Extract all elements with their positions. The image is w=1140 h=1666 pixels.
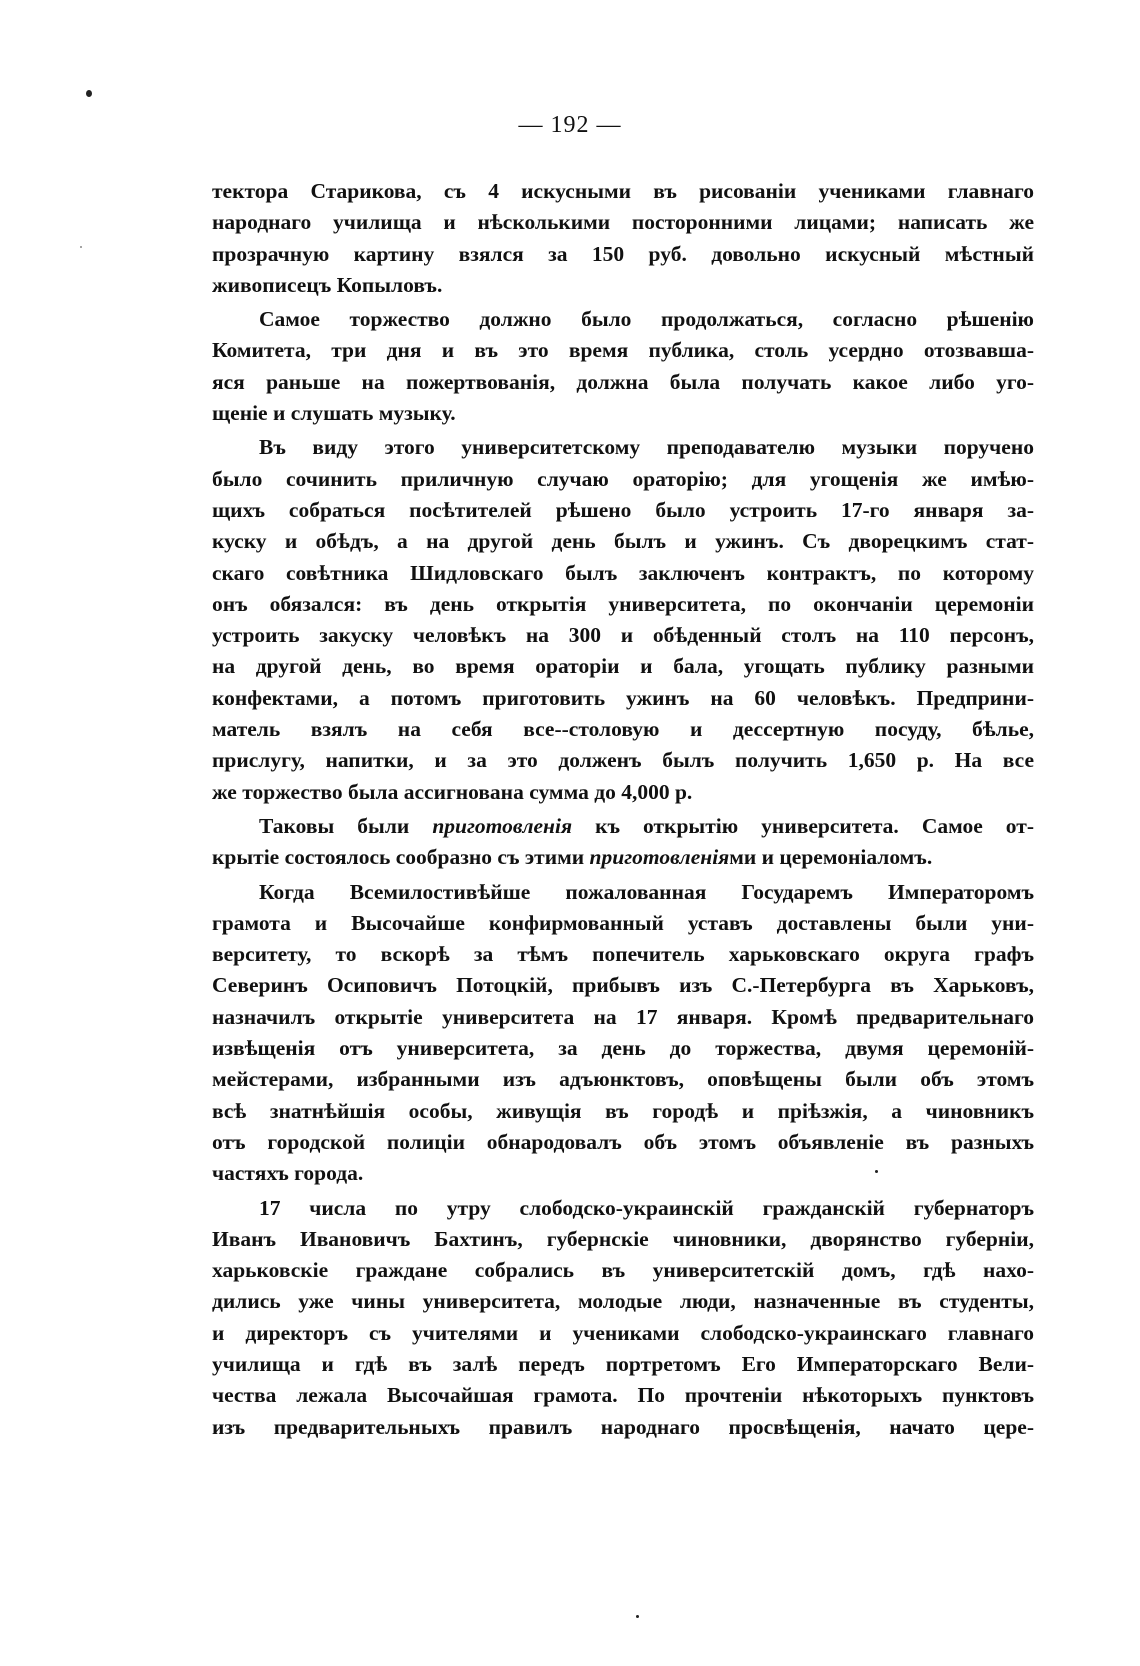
text-line: народнаго училища и нѣсколькими посторонними лицами; написать же xyxy=(212,210,1034,235)
text-line: харьковскіе граждане собрались въ университетскій домъ, гдѣ нахо- xyxy=(212,1258,1034,1283)
ink-speck xyxy=(86,90,92,97)
text-line: прислугу, напитки, и за это долженъ былъ получить 1,650 р. На все xyxy=(212,748,1034,773)
paragraph xyxy=(212,1193,1034,1443)
text-line: всѣ знатнѣйшія особы, живущія въ городѣ и пріѣзжія, а чиновникъ xyxy=(212,1098,1034,1123)
text-line: извѣщенія отъ университета, за день до торжества, двумя церемоній- xyxy=(212,1036,1034,1061)
text-line: мейстерами, избранными изъ адъюнктовъ, оповѣщены были объ этомъ xyxy=(212,1067,1034,1092)
text-line: скаго совѣтника Шидловскаго былъ заключенъ контрактъ, по которому xyxy=(212,560,1034,585)
text-line: же торжество была ассигнована сумма до 4,000 р. xyxy=(212,779,693,804)
paragraph xyxy=(212,176,1034,301)
text-line: Самое торжество должно было продолжаться, согласно рѣшенію xyxy=(259,307,1034,332)
italic-emphasis: приготовленія xyxy=(589,845,730,870)
text-line: тектора Старикова, съ 4 искусными въ рисованіи учениками главнаго xyxy=(212,179,1034,203)
paragraph xyxy=(212,432,1034,808)
text-line: верситету, то вскорѣ за тѣмъ попечитель харьковскаго округа графъ xyxy=(212,942,1034,967)
text-line: устроить закуску человѣкъ на 300 и обѣденный столъ на 110 персонъ, xyxy=(212,623,1034,648)
text-line: крытіе состоялось сообразно съ этими приготовленіями и церемоніаломъ. xyxy=(212,845,933,870)
text-line: прозрачную картину взялся за 150 руб. довольно искусный мѣстный xyxy=(212,241,1034,266)
italic-emphasis: приготовленія xyxy=(432,813,573,838)
paragraph xyxy=(212,811,1034,874)
text-line: изъ предварительныхъ правилъ народнаго просвѣщенія, начато цере- xyxy=(212,1414,1034,1439)
text-line: на другой день, во время ораторіи и бала, угощать публику разными xyxy=(212,654,1034,679)
text-line: онъ обязался: въ день открытія университета, по окончаніи церемоніи xyxy=(212,591,1034,616)
text-line: Когда Всемилостивѣйше пожалованная Государемъ Императоромъ xyxy=(259,879,1034,904)
text-line: куску и обѣдъ, а на другой день былъ и ужинъ. Съ дворецкимъ стат- xyxy=(212,529,1034,554)
text-line: было сочинить приличную случаю ораторію; для угощенія же имѣю- xyxy=(212,466,1034,491)
text-line: щеніе и слушать музыку. xyxy=(212,401,456,426)
text-line: щихъ собраться посѣтителей рѣшено было устроить 17-го января за- xyxy=(212,497,1034,522)
paragraph xyxy=(212,877,1034,1190)
ink-speck xyxy=(80,246,82,248)
text-line: 17 числа по утру слободско-украинскій гражданскій губернаторъ xyxy=(259,1195,1034,1220)
ink-speck xyxy=(636,1615,639,1618)
text-line: и директоръ съ учителями и учениками слободско-украинскаго главнаго xyxy=(212,1320,1034,1345)
text-line: конфектами, а потомъ приготовить ужинъ на 60 человѣкъ. Предприни- xyxy=(212,685,1034,710)
text-line: назначилъ открытіе университета на 17 января. Кромѣ предварительнаго xyxy=(212,1004,1034,1029)
text-line: Комитета, три дня и въ это время публика, столь усердно отозвавша- xyxy=(212,338,1034,363)
text-line: отъ городской полиціи обнародовалъ объ этомъ объявленіе въ разныхъ xyxy=(212,1129,1034,1154)
text-line: Северинъ Осиповичъ Потоцкій, прибывъ изъ С.-Петербурга въ Харьковъ, xyxy=(212,973,1034,998)
paragraph xyxy=(212,304,1034,429)
page-number: — 192 — xyxy=(518,112,622,138)
text-line: грамота и Высочайше конфирмованный уставъ доставлены были уни- xyxy=(212,910,1034,935)
text-line: дились уже чины университета, молодые люди, назначенные въ студенты, xyxy=(212,1289,1034,1314)
body-text xyxy=(212,176,1034,1443)
text-line: Въ виду этого университетскому преподавателю музыки поручено xyxy=(259,435,1034,460)
text-line: частяхъ города. xyxy=(212,1161,364,1186)
text-line: Иванъ Ивановичъ Бахтинъ, губернскіе чиновники, дворянство губерніи, xyxy=(212,1226,1034,1251)
text-line: яся раньше на пожертвованія, должна была получать какое либо уго- xyxy=(212,369,1034,394)
text-line: матель взялъ на себя все--столовую и дессертную посуду, бѣлье, xyxy=(212,717,1034,742)
text-line: Таковы были приготовленія къ открытію университета. Самое от- xyxy=(259,813,1034,838)
text-line: училища и гдѣ въ залѣ передъ портретомъ Его Императорскаго Вели- xyxy=(212,1351,1034,1376)
text-line: чества лежала Высочайшая грамота. По прочтеніи нѣкоторыхъ пунктовъ xyxy=(212,1383,1034,1408)
text-line: живописецъ Копыловъ. xyxy=(212,272,443,297)
